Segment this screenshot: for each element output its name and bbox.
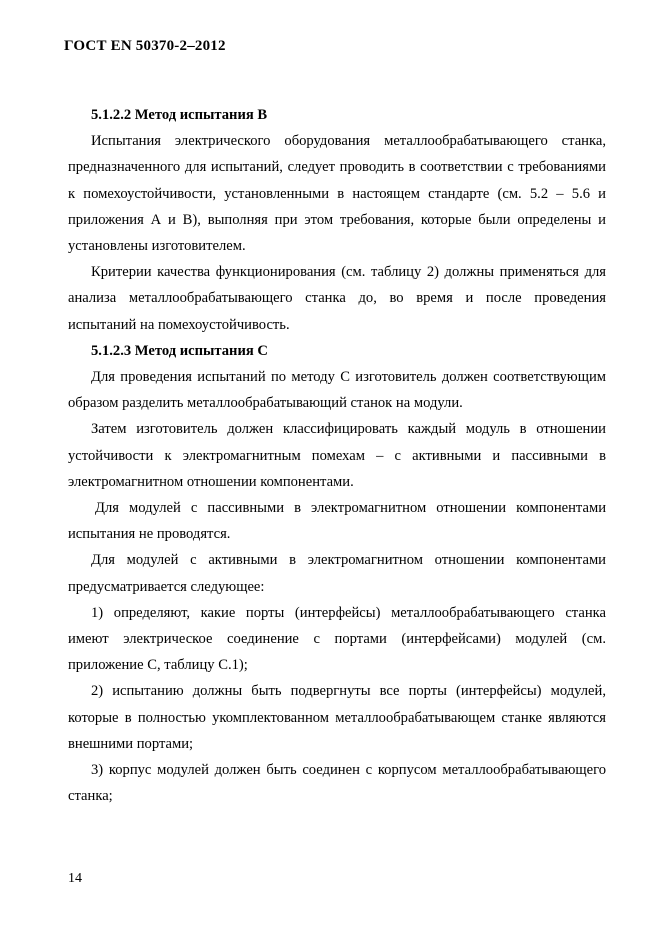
section-heading-5-1-2-3: 5.1.2.3 Метод испытания С [91,342,268,359]
document-body [68,102,606,809]
paragraph: Для проведения испытаний по методу С изготовитель должен соответствующим образом разделить металлообрабатывающий станок на модули. [68,369,606,412]
paragraph: Для модулей с активными в электромагнитном отношении компонентами предусматривается следующее: [68,552,606,595]
list-item: 2) испытанию должны быть подвергнуты все порты (интерфейсы) модулей, которые в полностью укомплектованном металлообрабатывающем станке являются внешними портами; [68,683,606,752]
page-number: 14 [68,871,82,886]
paragraph: Испытания электрического оборудования металлообрабатывающего станка, предназначенного для испытаний, следует проводить в соответствии с требованиями к помехоустойчивости, установленными в настоящем стандарте (см. 5.2 – 5.6 и приложения А и В), выполняя при этом требования, которые были определены и установлены изготовителем. [68,133,606,255]
paragraph: Для модулей с пассивными в электромагнитном отношении компонентами испытания не проводятся. [68,500,606,543]
document-header: ГОСТ EN 50370-2–2012 [64,38,226,54]
list-item: 1) определяют, какие порты (интерфейсы) металлообрабатывающего станка имеют электрическое соединение с портами (интерфейсами) модулей (см. приложение С, таблицу С.1); [68,604,606,674]
paragraph: Затем изготовитель должен классифицировать каждый модуль в отношении устойчивости к электромагнитным помехам – с активными и пассивными в электромагнитном отношении компонентами. [68,421,606,490]
section-heading-5-1-2-2: 5.1.2.2 Метод испытания В [91,107,268,123]
paragraph: Критерии качества функционирования (см. таблицу 2) должны применяться для анализа металлообрабатывающего станка до, во время и после проведения испытаний на помехоустойчивость. [68,264,606,333]
list-item: 3) корпус модулей должен быть соединен с корпусом металлообрабатывающего станка; [68,762,606,805]
